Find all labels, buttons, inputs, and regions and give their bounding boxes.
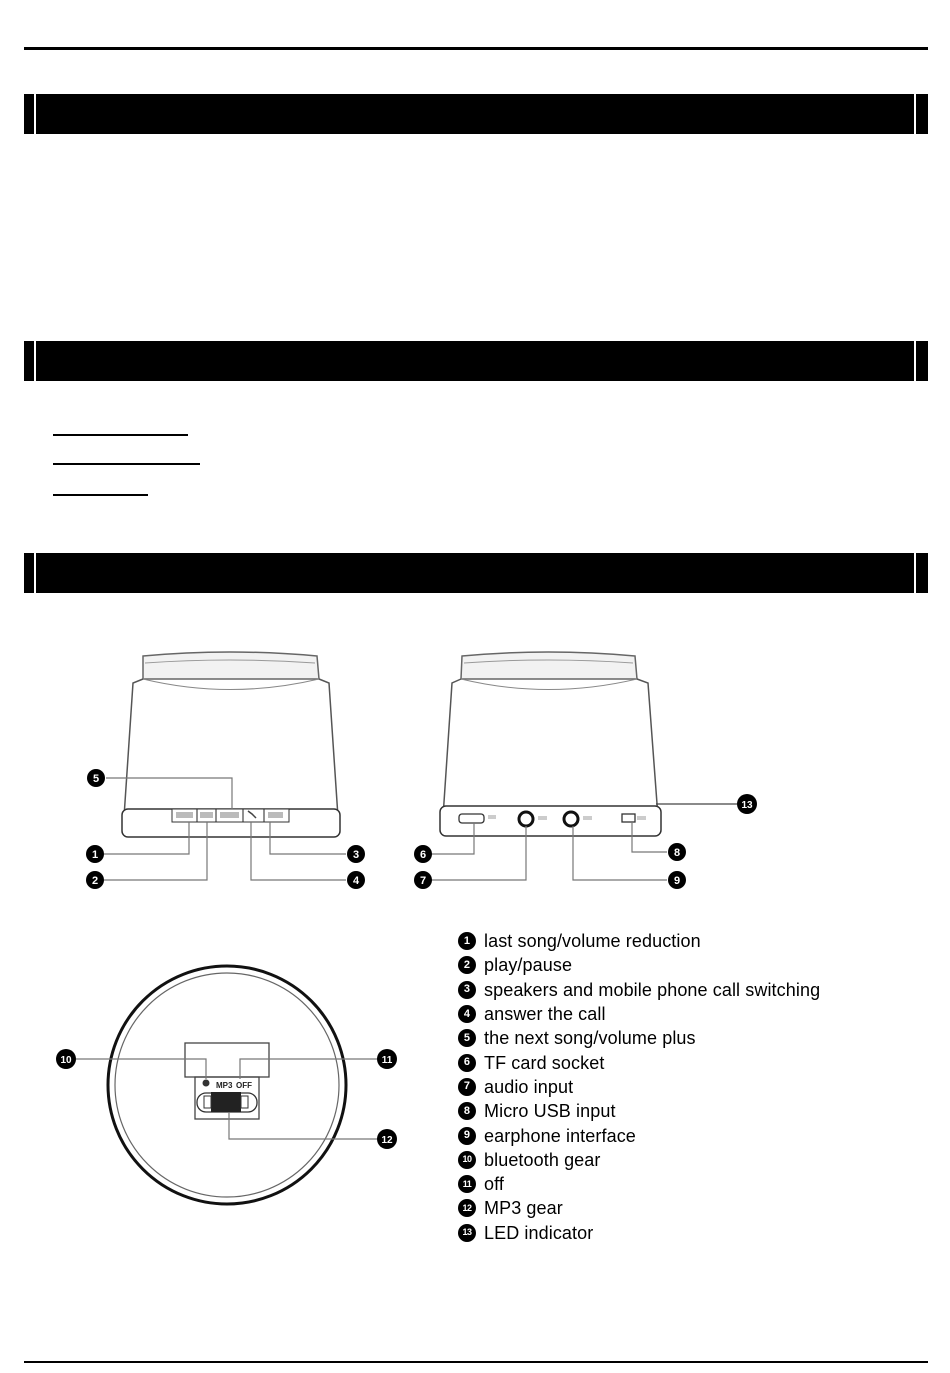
parts-legend <box>458 929 820 1245</box>
legend-number: 12 <box>458 1199 476 1217</box>
legend-item <box>458 1026 820 1050</box>
callout-10 <box>56 1049 76 1069</box>
callout-4 <box>347 871 365 889</box>
legend-number: 13 <box>458 1224 476 1242</box>
callout-6 <box>414 845 432 863</box>
legend-item <box>458 1050 820 1074</box>
callout-1 <box>86 845 104 863</box>
legend-text: answer the call <box>484 1004 606 1025</box>
legend-item <box>458 1099 820 1123</box>
callout-1-label: 1 <box>91 849 99 861</box>
callout-8 <box>668 843 686 861</box>
callout-11-label: 11 <box>381 1055 393 1066</box>
legend-text: earphone interface <box>484 1125 636 1146</box>
legend-number: 6 <box>458 1054 476 1072</box>
bottom-rule <box>24 1361 928 1363</box>
legend-number: 5 <box>458 1029 476 1047</box>
callout-3 <box>347 845 365 863</box>
callout-2-label: 2 <box>91 875 99 887</box>
legend-number: 4 <box>458 1005 476 1023</box>
legend-text: play/pause <box>484 955 573 976</box>
callout-6-label: 6 <box>419 849 427 861</box>
callout-9 <box>668 871 686 889</box>
legend-text: LED indicator <box>484 1222 594 1243</box>
callout-3-label: 3 <box>352 849 360 861</box>
legend-text: MP3 gear <box>484 1198 563 1219</box>
switch-label-mp3: MP3 <box>216 1081 233 1090</box>
callout-13-label: 13 <box>741 800 753 811</box>
legend-item <box>458 1148 820 1172</box>
legend-item <box>458 953 820 977</box>
legend-number: 10 <box>458 1151 476 1169</box>
legend-item <box>458 1123 820 1147</box>
legend-text: bluetooth gear <box>484 1149 601 1170</box>
legend-number: 7 <box>458 1078 476 1096</box>
legend-item <box>458 1221 820 1245</box>
callout-5-label: 5 <box>92 773 100 785</box>
callout-5 <box>87 769 105 787</box>
back-view <box>424 652 737 880</box>
legend-text: last song/volume reduction <box>484 931 701 952</box>
legend-number: 11 <box>458 1175 476 1193</box>
legend-text: speakers and mobile phone call switching <box>484 979 821 1000</box>
legend-number: 1 <box>458 932 476 950</box>
callout-9-label: 9 <box>673 875 681 887</box>
legend-item <box>458 1172 820 1196</box>
legend-number: 2 <box>458 956 476 974</box>
legend-item <box>458 1196 820 1220</box>
callout-7-label: 7 <box>419 875 427 887</box>
legend-text: Micro USB input <box>484 1101 616 1122</box>
callout-12-label: 12 <box>381 1135 393 1146</box>
legend-number: 8 <box>458 1102 476 1120</box>
callout-7 <box>414 871 432 889</box>
legend-text: TF card socket <box>484 1052 605 1073</box>
callout-12 <box>377 1129 397 1149</box>
callout-4-label: 4 <box>352 875 360 887</box>
legend-text: the next song/volume plus <box>484 1028 696 1049</box>
legend-item <box>458 978 820 1002</box>
callout-13 <box>737 794 757 814</box>
legend-text: off <box>484 1174 504 1195</box>
legend-item <box>458 1075 820 1099</box>
legend-number: 9 <box>458 1127 476 1145</box>
front-view <box>104 652 346 880</box>
legend-item <box>458 1002 820 1026</box>
callout-2 <box>86 871 104 889</box>
callout-10-label: 10 <box>60 1055 72 1066</box>
legend-number: 3 <box>458 981 476 999</box>
callout-8-label: 8 <box>673 847 681 859</box>
callout-11 <box>377 1049 397 1069</box>
switch-label-off: OFF <box>236 1081 252 1090</box>
legend-text: audio input <box>484 1076 574 1097</box>
legend-item <box>458 929 820 953</box>
